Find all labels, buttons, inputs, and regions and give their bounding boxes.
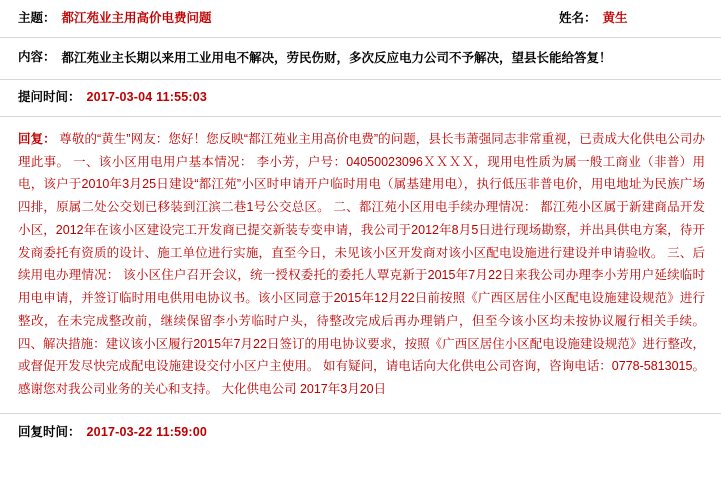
reply-time-row: [0, 414, 721, 451]
author-label: 姓名：: [559, 11, 597, 25]
content-label: 内容：: [18, 50, 56, 65]
content-value: 都江苑业主长期以来用工业用电不解决，劳民伤财，多次反应电力公司不予解决，望县长能给答复！: [61, 51, 612, 66]
reply-time-label: 回复时间：: [18, 424, 81, 439]
author-value: 黄生: [602, 11, 628, 25]
subject-cell: [18, 9, 547, 28]
reply-time-value: 2017-03-22 11:59:00: [86, 424, 208, 439]
ask-time-row: [0, 80, 721, 116]
subject-value: 都江苑业主用高价电费问题: [61, 11, 212, 25]
reply-row: [0, 117, 721, 414]
author-cell: [547, 9, 709, 28]
subject-label: 主题：: [18, 11, 56, 25]
ask-time-value: 2017-03-04 11:55:03: [86, 90, 208, 105]
subject-row: [0, 0, 721, 38]
reply-text: 尊敬的“黄生”网友：您好！您反映“都江苑业主用高价电费”的问题，县长韦萧强同志非常重视，已责成大化供电公司办理此事。 一、该小区用电用户基本情况： 李小芳，户号：04050023096ＸＸＸＸ，现用电性质为属一般工商业（非普）用电，该户于2010年3月25日建设“都江苑”小区时申请开户临时用电（属基建用电），执行低压非普电价，用电地址为民族广场四排，原属二处公交划已移装到江滨二巷1号公交总区。 二、都江苑小区用电手续办理情况： 都江苑小区属于新建商品开发小区，2012年在该小区建设完工开发商已提交新装专变申请，我公司于2012年8月5日进行现场勘察，并出具供电方案，待开发商委托有资质的设计、施工单位进行实施，直至今日，未见该小区开发商对该小区配电设施进行建设并申请验收。 三、后续用电办理情况： 该小区住户召开会议，统一授权委托的委托人覃克新于2015年7月22日来我公司办理李小芳用户延续临时用电申请，并签订临时用电供用电协议书。该小区同意于2015年12月22日前按照《广西区居住小区配电设施建设规范》进行整改，在未完成整改前，继续保留李小芳临时户头，待整改完成后再办理销户，但至今该小区均未按协议履行相关手续。 四、解决措施：建议该小区履行2015年7月22日签订的用电协议要求，按照《广西区居住小区配电设施建设规范》进行整改，或督促开发尽快完成配电设施建设交付小区户主使用。 如有疑问，请电话向大化供电公司咨询，咨询电话：0778-5813015。感谢您对我公司业务的关心和支持。 大化供电公司 2017年3月20日: [18, 131, 705, 396]
ask-time-label: 提问时间：: [18, 90, 81, 105]
content-row: [0, 38, 721, 80]
reply-block: [18, 128, 705, 401]
reply-label: 回复：: [18, 131, 56, 146]
